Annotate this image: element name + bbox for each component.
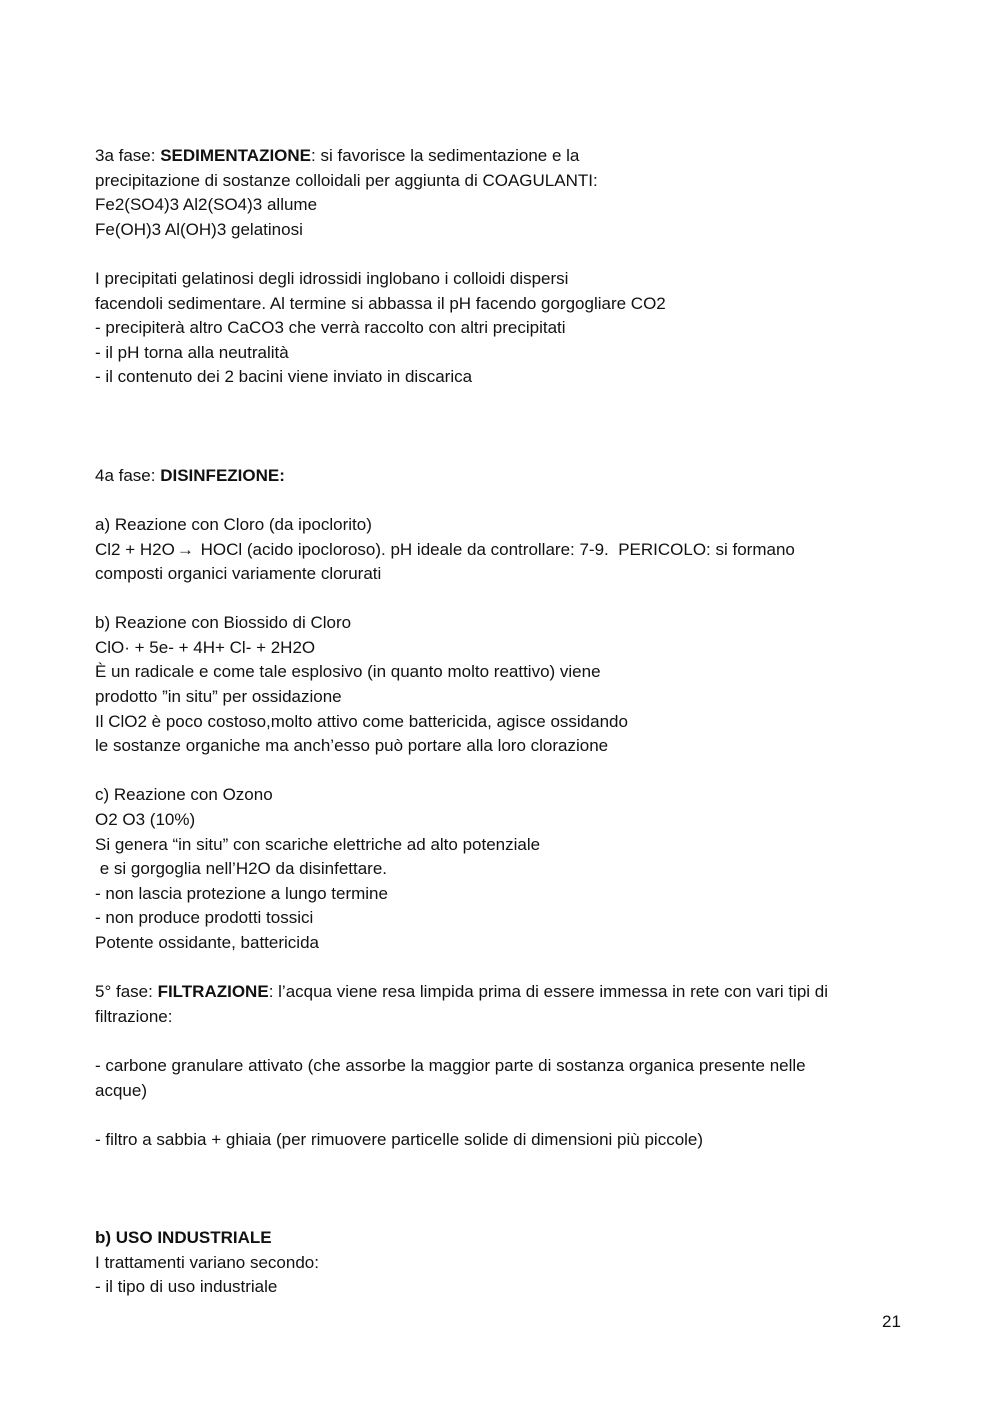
spacer	[95, 1152, 915, 1226]
spacer	[95, 1029, 915, 1054]
spacer	[95, 242, 915, 267]
spacer	[95, 759, 915, 784]
phase4-c-line: - non produce prodotti tossici	[95, 908, 314, 928]
phase3-line3: Fe2(SO4)3 Al2(SO4)3 allume	[95, 195, 318, 215]
phase4-b-line: ClO· + 5e- + 4H+ Cl- + 2H2O	[95, 637, 316, 657]
phase4-b-line: È un radicale e come tale esplosivo (in quanto molto reattivo) viene	[95, 662, 601, 682]
phase4-c-line: Si genera “in situ” con scariche elettriche ad alto potenziale	[95, 834, 541, 854]
phase4-b-heading: b) Reazione con Biossido di Cloro	[95, 613, 352, 633]
spacer	[95, 956, 915, 981]
industrial-title-text: b) USO INDUSTRIALE	[95, 1228, 272, 1248]
phase4-a-heading: a) Reazione con Cloro (da ipoclorito)	[95, 514, 372, 534]
phase4-a-eq-right: HOCl (acido ipocloroso). pH ideale da controllare: 7-9. PERICOLO: si formano	[195, 539, 795, 559]
phase4-c-heading: c) Reazione con Ozono	[95, 785, 273, 805]
phase3-line4: Fe(OH)3 Al(OH)3 gelatinosi	[95, 219, 303, 239]
phase3-para-line: I precipitati gelatinosi degli idrossidi inglobano i colloidi dispersi	[95, 268, 569, 288]
phase5-item2: - filtro a sabbia + ghiaia (per rimuovere particelle solide di dimensioni più piccole)	[95, 1129, 704, 1149]
phase4-c-line: O2 O3 (10%)	[95, 810, 196, 830]
phase5-title: FILTRAZIONE	[157, 982, 269, 1002]
phase4-a-eq-left: Cl2 + H2O	[95, 539, 175, 559]
spacer	[95, 1103, 915, 1128]
arrow-right-icon: →	[176, 539, 194, 559]
phase3-prefix: 3a fase:	[95, 146, 161, 165]
phase3-heading-line	[95, 144, 915, 169]
phase5-line1-rest: : l’acqua viene resa limpida prima di essere immessa in rete con vari tipi di	[268, 982, 829, 1002]
phase4-a-line3: composti organici variamente clorurati	[95, 564, 382, 584]
phase4-c-line: Potente ossidante, battericida	[95, 933, 319, 953]
phase5-prefix: 5° fase:	[95, 982, 158, 1002]
phase5-line2: filtrazione:	[95, 1006, 173, 1026]
phase5-item1-line2: acque)	[95, 1080, 147, 1100]
industrial-title	[95, 1226, 915, 1251]
phase3-para-line: - il pH torna alla neutralità	[95, 342, 289, 362]
phase3-para-line: - il contenuto dei 2 bacini viene inviato in discarica	[95, 367, 473, 387]
phase4-b-line: le sostanze organiche ma anch’esso può portare alla loro clorazione	[95, 736, 609, 756]
phase4-heading-line	[95, 464, 915, 489]
page-number: 21	[882, 1312, 901, 1331]
phase5-item1-line1: - carbone granulare attivato (che assorbe la maggior parte di sostanza organica presente nelle	[95, 1055, 806, 1075]
phase3-title: SEDIMENTAZIONE	[160, 146, 312, 165]
phase4-b-line: Il ClO2 è poco costoso,molto attivo come battericida, agisce ossidando	[95, 711, 628, 731]
phase5-heading-line	[95, 980, 915, 1005]
spacer	[95, 488, 915, 513]
industrial-line2: - il tipo di uso industriale	[95, 1277, 278, 1297]
phase3-line2: precipitazione di sostanze colloidali per aggiunta di COAGULANTI:	[95, 170, 598, 190]
spacer	[95, 587, 915, 612]
spacer	[95, 390, 915, 464]
industrial-line1: I trattamenti variano secondo:	[95, 1252, 319, 1272]
phase3-para-line: facendoli sedimentare. Al termine si abbassa il pH facendo gorgogliare CO2	[95, 293, 666, 313]
phase3-para-line: - precipiterà altro CaCO3 che verrà raccolto con altri precipitati	[95, 318, 566, 338]
phase4-prefix: 4a fase:	[95, 465, 161, 485]
document-body	[95, 144, 915, 1300]
phase4-c-line: e si gorgoglia nell’H2O da disinfettare.	[95, 859, 388, 879]
phase4-c-line: - non lascia protezione a lungo termine	[95, 883, 388, 903]
phase4-title: DISINFEZIONE:	[160, 465, 285, 485]
phase4-b-line: prodotto ”in situ” per ossidazione	[95, 687, 342, 707]
phase3-line1-rest: : si favorisce la sedimentazione e la	[311, 146, 580, 165]
phase4-a-equation	[95, 538, 915, 563]
